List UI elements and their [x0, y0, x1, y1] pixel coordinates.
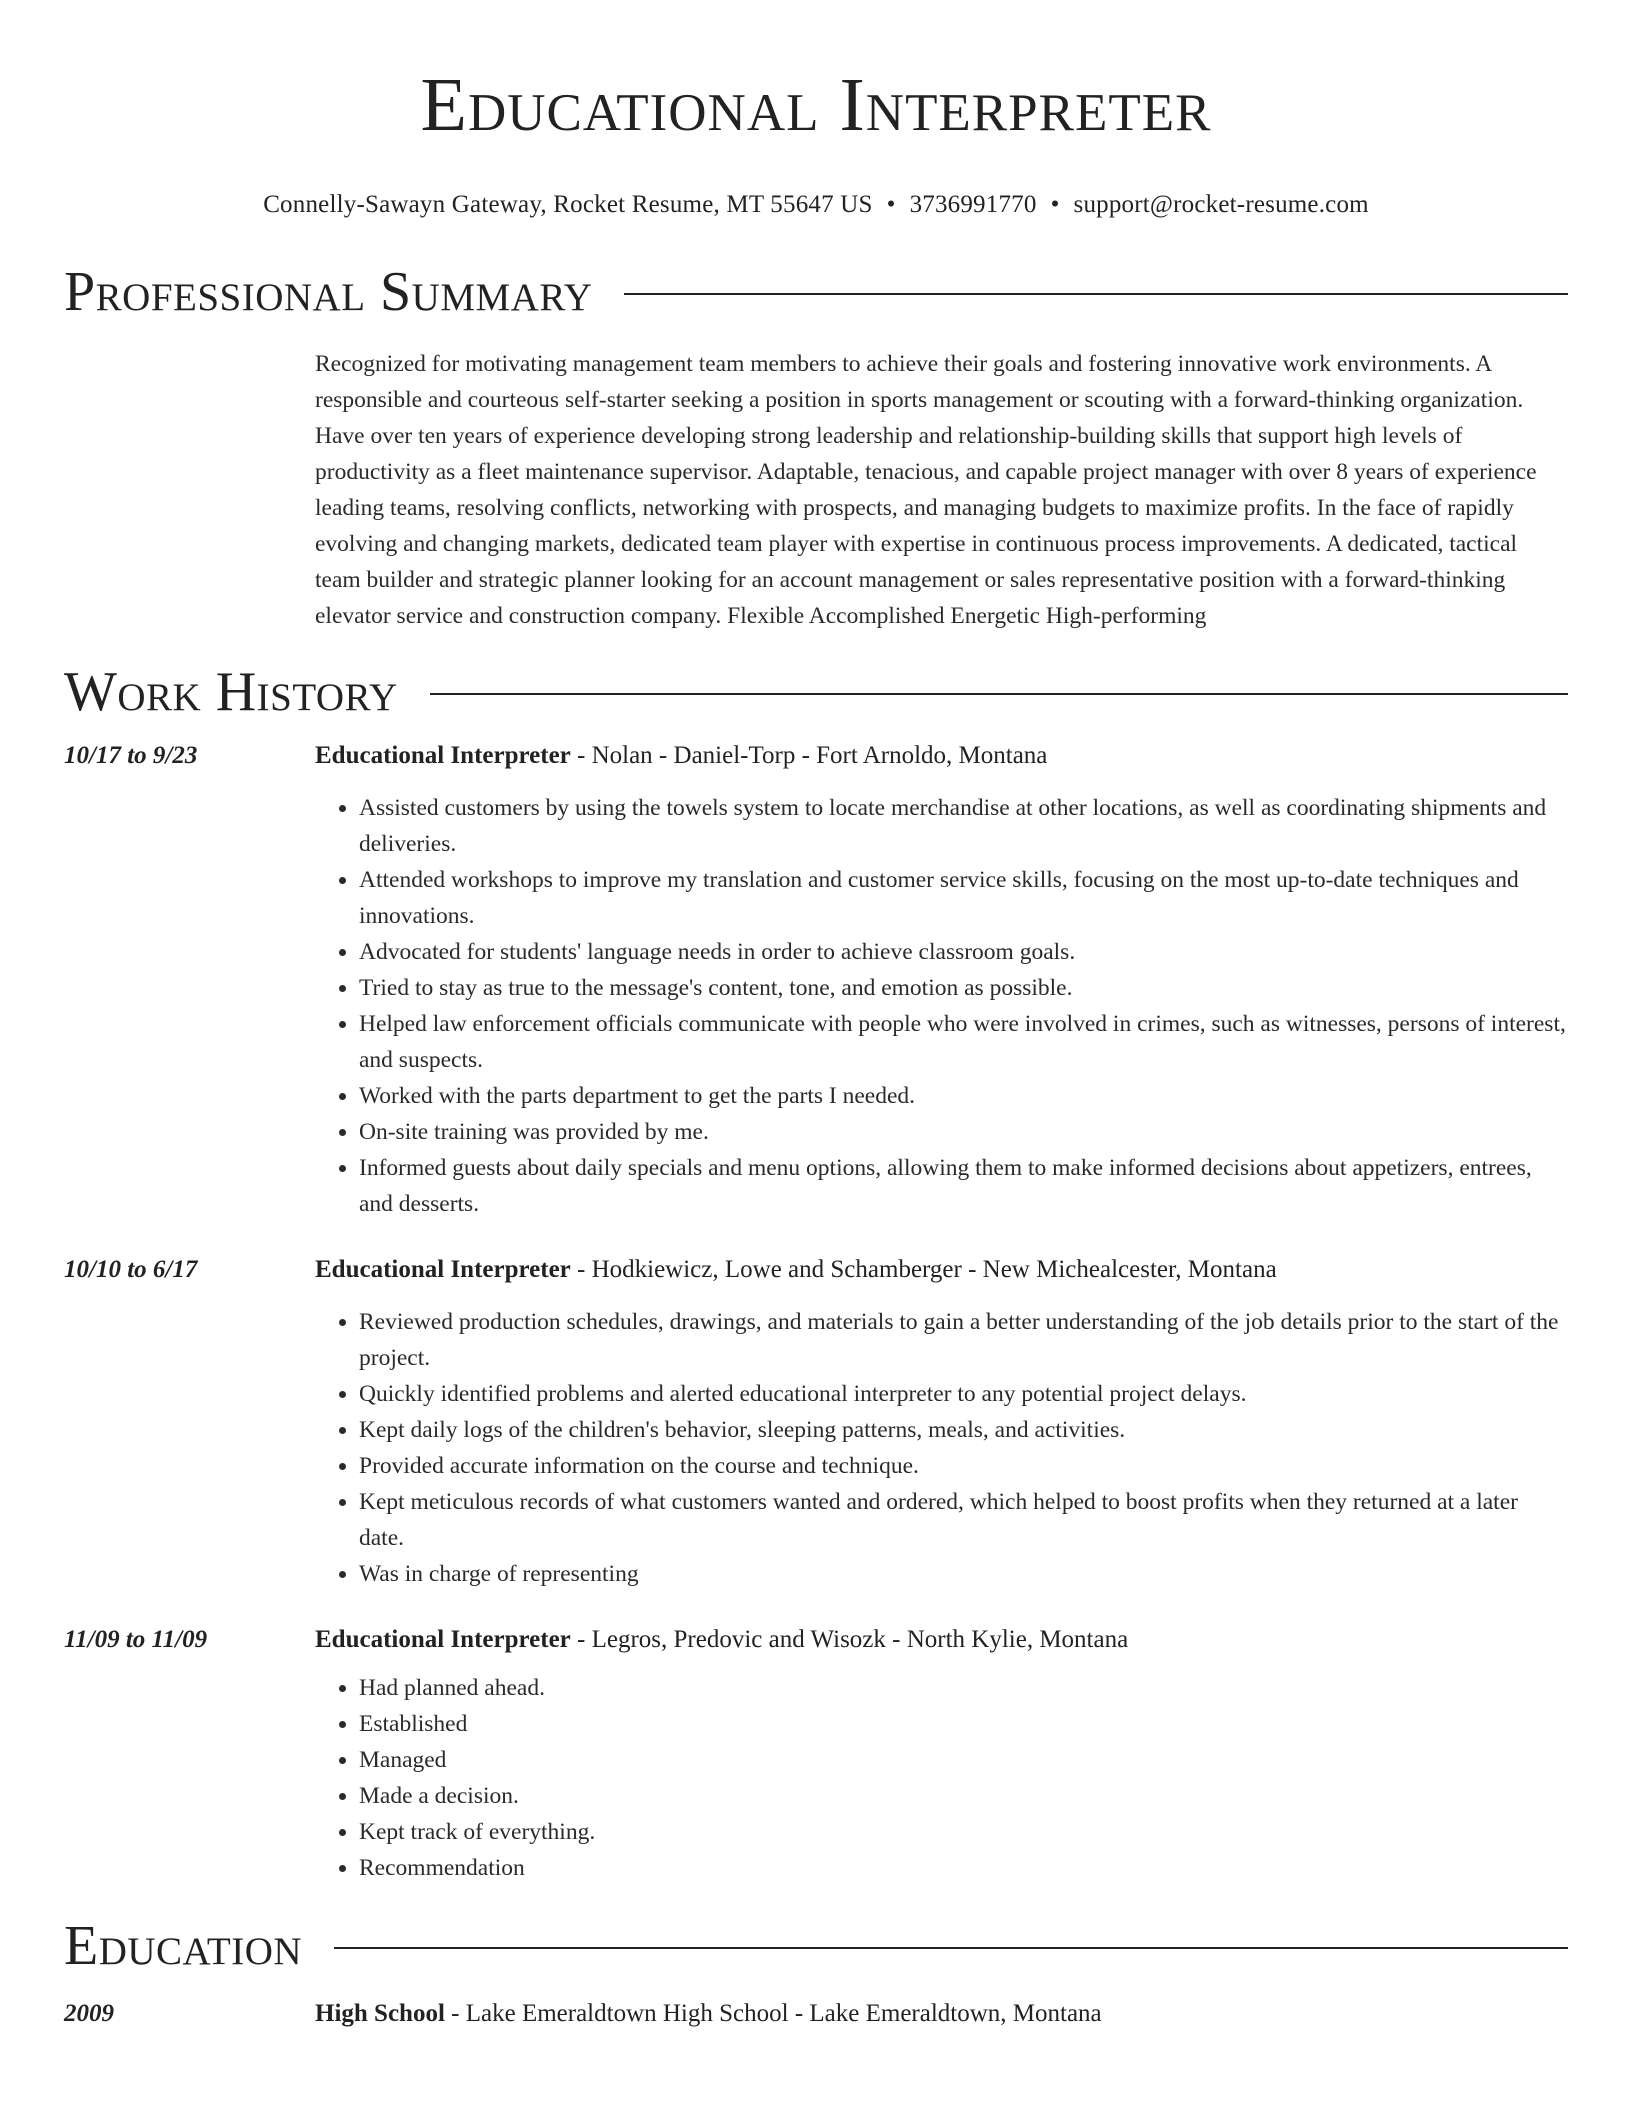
job-bullet: • On-site training was provided by me.: [359, 1114, 1568, 1150]
education-heading: Education: [64, 1915, 303, 1977]
job-title: Educational Interpreter: [315, 1256, 571, 1283]
job-bullet: • Reviewed production schedules, drawings, and materials to gain a better understanding of the job details prior to the start of the project.: [359, 1304, 1568, 1376]
job-bullet: • Tried to stay as true to the message's content, tone, and emotion as possible.: [359, 970, 1568, 1006]
education-section-header: [64, 1914, 1568, 1978]
job-bullet: • Quickly identified problems and alerted educational interpreter to any potential project delays.: [359, 1376, 1568, 1412]
summary-heading: Professional Summary: [64, 261, 593, 323]
contact-phone: 3736991770: [909, 191, 1037, 218]
summary-section-header: [64, 260, 1568, 324]
job-body: [315, 1252, 1568, 1592]
job-bullet: • Kept meticulous records of what customers wanted and ordered, which helped to boost profits when they returned at a later date.: [359, 1484, 1568, 1556]
job-employer-location: - Hodkiewicz, Lowe and Schamberger - New Michealcester, Montana: [570, 1256, 1277, 1283]
education-degree: High School: [315, 2000, 445, 2027]
job-employer-location: - Legros, Predovic and Wisozk - North Kylie, Montana: [570, 1626, 1129, 1653]
job-entry: [64, 738, 1568, 1222]
contact-address: Connelly-Sawayn Gateway, Rocket Resume, MT 55647 US: [263, 191, 873, 218]
education-school-location: - Lake Emeraldtown High School - Lake Emeraldtown, Montana: [444, 2000, 1102, 2027]
job-bullet: • Provided accurate information on the course and technique.: [359, 1448, 1568, 1484]
section-divider: [334, 1947, 1568, 1949]
job-bullet: • Managed: [359, 1742, 1568, 1778]
education-year: 2009: [64, 2000, 114, 2027]
job-bullet-list: [315, 1304, 1568, 1592]
job-bullet: • Informed guests about daily specials and menu options, allowing them to make informed decisions about appetizers, entrees, and desserts.: [359, 1150, 1568, 1222]
job-bullet: • Assisted customers by using the towels system to locate merchandise at other locations, as well as coordinating shipments and deliveries.: [359, 790, 1568, 862]
job-body: [315, 738, 1568, 1222]
job-bullet: • Had planned ahead.: [359, 1670, 1568, 1706]
job-bullet: • Helped law enforcement officials communicate with people who were involved in crimes, such as witnesses, persons of interest, and suspects.: [359, 1006, 1568, 1078]
contact-email: support@rocket-resume.com: [1073, 191, 1369, 218]
work-history-section-header: [64, 660, 1568, 724]
job-bullet: • Kept track of everything.: [359, 1814, 1568, 1850]
candidate-name: Educational Interpreter: [420, 63, 1212, 147]
job-title-line: [315, 1252, 1568, 1288]
job-dates: 11/09 to 11/09: [64, 1626, 208, 1653]
job-title-line: [315, 738, 1568, 774]
contact-line: [64, 190, 1568, 220]
job-bullet: • Made a decision.: [359, 1778, 1568, 1814]
job-bullet: • Established: [359, 1706, 1568, 1742]
job-title-line: [315, 1622, 1568, 1658]
job-bullet-list: [315, 1670, 1568, 1886]
education-entry: [64, 1996, 1568, 2032]
job-bullet: • Kept daily logs of the children's behavior, sleeping patterns, meals, and activities.: [359, 1412, 1568, 1448]
job-bullet: • Recommendation: [359, 1850, 1568, 1886]
job-title: Educational Interpreter: [315, 742, 571, 769]
job-dates: 10/17 to 9/23: [64, 742, 198, 769]
job-bullet-list: [315, 790, 1568, 1222]
job-entry: [64, 1252, 1568, 1592]
work-history-heading: Work History: [64, 661, 398, 723]
job-bullet: • Worked with the parts department to get the parts I needed.: [359, 1078, 1568, 1114]
job-body: [315, 1622, 1568, 1886]
section-divider: [624, 293, 1568, 295]
job-dates: 10/10 to 6/17: [64, 1256, 198, 1283]
education-body: [315, 1996, 1102, 2032]
job-entry: [64, 1622, 1568, 1886]
job-title: Educational Interpreter: [315, 1626, 571, 1653]
job-bullet: • Advocated for students' language needs in order to achieve classroom goals.: [359, 934, 1568, 970]
contact-separator: •: [1050, 191, 1060, 218]
job-bullet: • Was in charge of representing: [359, 1556, 1568, 1592]
contact-separator: •: [886, 191, 896, 218]
summary-text: Recognized for motivating management team members to achieve their goals and fostering innovative work environments. A responsible and courteous self-starter seeking a position in sports management or scouting with a forward-thinking organization. Have over ten years of experience developing strong leadership and relationship-building skills that support high levels of productivity as a fleet maintenance supervisor. Adaptable, tenacious, and capable project manager with over 8 years of experience leading teams, resolving conflicts, networking with prospects, and managing budgets to maximize profits. In the face of rapidly evolving and changing markets, dedicated team player with expertise in continuous process improvements. A dedicated, tactical team builder and strategic planner looking for an account management or sales representative position with a forward-thinking elevator service and construction company. Flexible Accomplished Energetic High-performing: [315, 351, 1537, 629]
job-employer-location: - Nolan - Daniel-Torp - Fort Arnoldo, Montana: [570, 742, 1048, 769]
job-bullet: • Attended workshops to improve my translation and customer service skills, focusing on the most up-to-date techniques and innovations.: [359, 862, 1568, 934]
section-divider: [430, 693, 1568, 695]
